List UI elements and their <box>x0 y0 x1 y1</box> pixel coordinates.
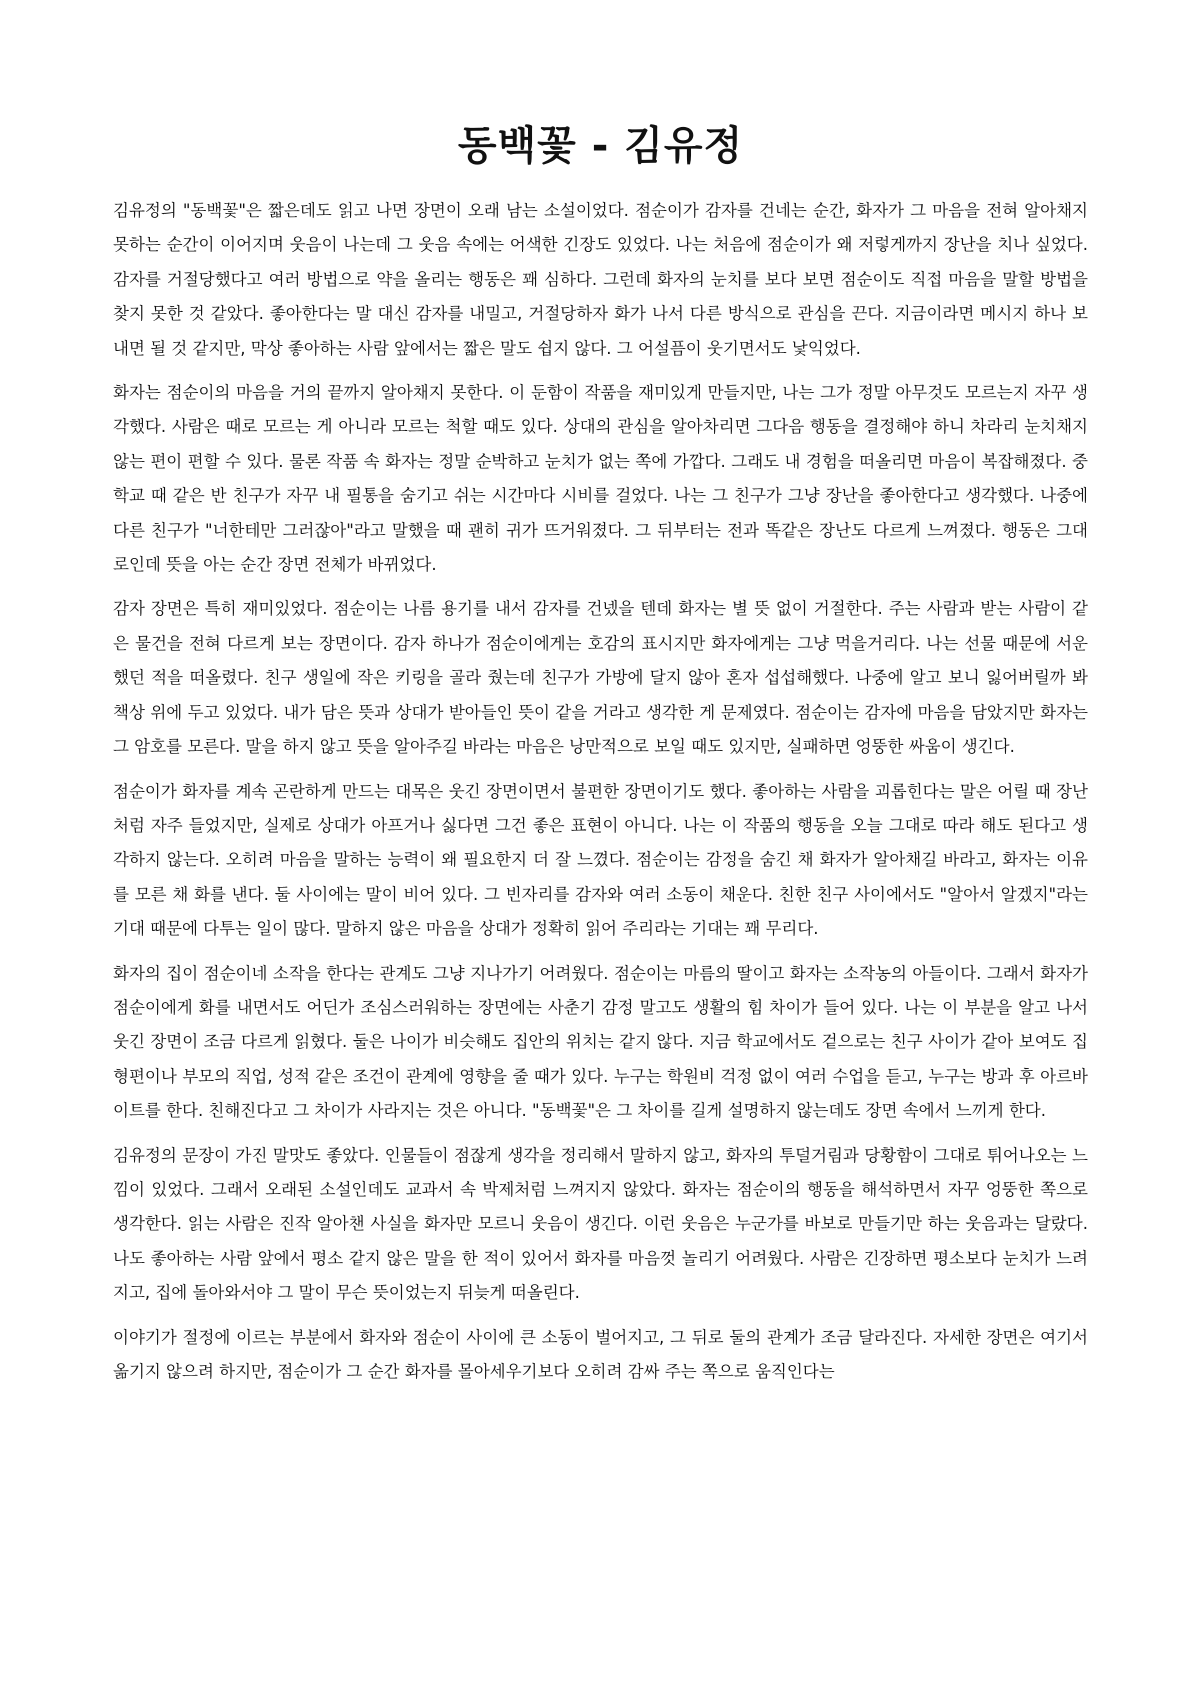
document-page <box>113 118 1088 1399</box>
paragraph: 화자는 점순이의 마음을 거의 끝까지 알아채지 못한다. 이 둔함이 작품을 재미있게 만들지만, 나는 그가 정말 아무것도 모르는지 자꾸 생각했다. 사람은 때로 모르는 게 아니라 모르는 척할 때도 있다. 상대의 관심을 알아차리면 그다음 행동을 결정해야 하니 차라리 눈치채지 않는 편이 편할 수 있다. 물론 작품 속 화자는 정말 순박하고 눈치가 없는 쪽에 가깝다. 그래도 내 경험을 떠올리면 마음이 복잡해졌다. 중학교 때 같은 반 친구가 자꾸 내 필통을 숨기고 쉬는 시간마다 시비를 걸었다. 나는 그 친구가 그냥 장난을 좋아한다고 생각했다. 나중에 다른 친구가 "너한테만 그러잖아"라고 말했을 때 괜히 귀가 뜨거워졌다. 그 뒤부터는 전과 똑같은 장난도 다르게 느껴졌다. 행동은 그대로인데 뜻을 아는 순간 장면 전체가 바뀌었다. <box>113 383 1088 575</box>
paragraph: 감자 장면은 특히 재미있었다. 점순이는 나름 용기를 내서 감자를 건넸을 텐데 화자는 별 뜻 없이 거절한다. 주는 사람과 받는 사람이 같은 물건을 전혀 다르게 보는 장면이다. 감자 하나가 점순이에게는 호감의 표시지만 화자에게는 그냥 먹을거리다. 나는 선물 때문에 서운했던 적을 떠올렸다. 친구 생일에 작은 키링을 골라 줬는데 친구가 가방에 달지 않아 혼자 섭섭해했다. 나중에 알고 보니 잃어버릴까 봐 책상 위에 두고 있었다. 내가 담은 뜻과 상대가 받아들인 뜻이 같을 거라고 생각한 게 문제였다. 점순이는 감자에 마음을 담았지만 화자는 그 암호를 모른다. 말을 하지 않고 뜻을 알아주길 바라는 마음은 낭만적으로 보일 때도 있지만, 실패하면 엉뚱한 싸움이 생긴다. <box>113 599 1088 757</box>
paragraph: 이야기가 절정에 이르는 부분에서 화자와 점순이 사이에 큰 소동이 벌어지고, 그 뒤로 둘의 관계가 조금 달라진다. 자세한 장면은 여기서 옮기지 않으려 하지만, 점순이가 그 순간 화자를 몰아세우기보다 오히려 감싸 주는 쪽으로 움직인다는 <box>113 1327 1088 1381</box>
paragraph: 김유정의 문장이 가진 말맛도 좋았다. 인물들이 점잖게 생각을 정리해서 말하지 않고, 화자의 투덜거림과 당황함이 그대로 튀어나오는 느낌이 있었다. 그래서 오래된 소설인데도 교과서 속 박제처럼 느껴지지 않았다. 화자는 점순이의 행동을 해석하면서 자꾸 엉뚱한 쪽으로 생각한다. 읽는 사람은 진작 알아챈 사실을 화자만 모르니 웃음이 생긴다. 이런 웃음은 누군가를 바보로 만들기만 하는 웃음과는 달랐다. 나도 좋아하는 사람 앞에서 평소 같지 않은 말을 한 적이 있어서 화자를 마음껏 놀리기 어려웠다. 사람은 긴장하면 평소보다 눈치가 느려지고, 집에 돌아와서야 그 말이 무슨 뜻이었는지 뒤늦게 떠올린다. <box>113 1145 1088 1303</box>
paragraph: 점순이가 화자를 계속 곤란하게 만드는 대목은 웃긴 장면이면서 불편한 장면이기도 했다. 좋아하는 사람을 괴롭힌다는 말은 어릴 때 장난처럼 자주 들었지만, 실제로 상대가 아프거나 싫다면 그건 좋은 표현이 아니다. 나는 이 작품의 행동을 오늘 그대로 따라 해도 된다고 생각하지 않는다. 오히려 마음을 말하는 능력이 왜 필요한지 더 잘 느꼈다. 점순이는 감정을 숨긴 채 화자가 알아채길 바라고, 화자는 이유를 모른 채 화를 낸다. 둘 사이에는 말이 비어 있다. 그 빈자리를 감자와 여러 소동이 채운다. 친한 친구 사이에서도 "알아서 알겠지"라는 기대 때문에 다투는 일이 많다. 말하지 않은 마음을 상대가 정확히 읽어 주리라는 기대는 꽤 무리다. <box>113 781 1088 939</box>
paragraph: 화자의 집이 점순이네 소작을 한다는 관계도 그냥 지나가기 어려웠다. 점순이는 마름의 딸이고 화자는 소작농의 아들이다. 그래서 화자가 점순이에게 화를 내면서도 어딘가 조심스러워하는 장면에는 사춘기 감정 말고도 생활의 힘 차이가 들어 있다. 나는 이 부분을 알고 나서 웃긴 장면이 조금 다르게 읽혔다. 둘은 나이가 비슷해도 집안의 위치는 같지 않다. 지금 학교에서도 겉으로는 친구 사이가 같아 보여도 집 형편이나 부모의 직업, 성적 같은 조건이 관계에 영향을 줄 때가 있다. 누구는 학원비 걱정 없이 여러 수업을 듣고, 누구는 방과 후 아르바이트를 한다. 친해진다고 그 차이가 사라지는 것은 아니다. "동백꽃"은 그 차이를 길게 설명하지 않는데도 장면 속에서 느끼게 한다. <box>113 963 1088 1121</box>
document-title: 동백꽃 - 김유정 <box>457 123 744 169</box>
paragraph: 김유정의 "동백꽃"은 짧은데도 읽고 나면 장면이 오래 남는 소설이었다. 점순이가 감자를 건네는 순간, 화자가 그 마음을 전혀 알아채지 못하는 순간이 이어지며 웃음이 나는데 그 웃음 속에는 어색한 긴장도 있었다. 나는 처음에 점순이가 왜 저렇게까지 장난을 치나 싶었다. 감자를 거절당했다고 여러 방법으로 약을 올리는 행동은 꽤 심하다. 그런데 화자의 눈치를 보다 보면 점순이도 직접 마음을 말할 방법을 찾지 못한 것 같았다. 좋아한다는 말 대신 감자를 내밀고, 거절당하자 화가 나서 다른 방식으로 관심을 끈다. 지금이라면 메시지 하나 보내면 될 것 같지만, 막상 좋아하는 사람 앞에서는 짧은 말도 쉽지 않다. 그 어설픔이 웃기면서도 낯익었다. <box>113 201 1088 358</box>
